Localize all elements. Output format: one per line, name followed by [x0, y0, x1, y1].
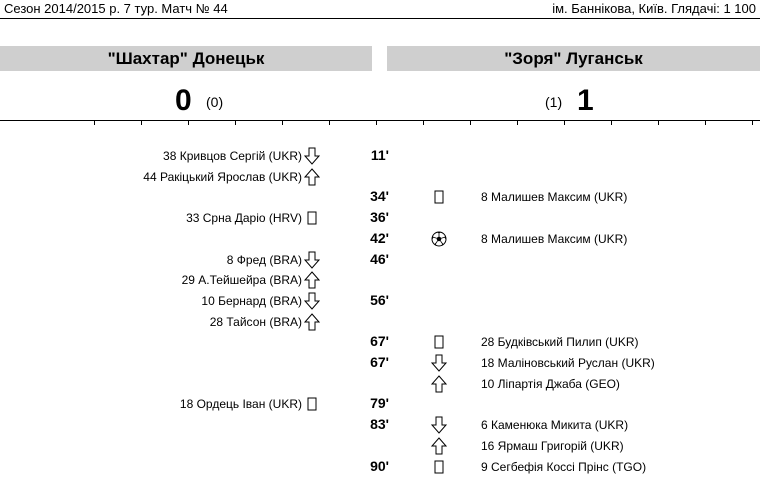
event-row — [0, 229, 760, 249]
divider-tick — [611, 120, 612, 125]
away-player-name: 8 Малишев Максим (UKR) — [481, 231, 628, 246]
home-player-name: 28 Тайсон (BRA) — [209, 314, 302, 329]
substitution-out-icon — [304, 147, 320, 165]
event-minute: 46' — [370, 250, 389, 267]
yellow-card-icon — [304, 209, 320, 227]
event-row — [0, 291, 760, 311]
divider-tick — [141, 120, 142, 125]
divider-tick — [282, 120, 283, 125]
event-row — [0, 332, 760, 352]
divider-tick — [470, 120, 471, 125]
event-row — [0, 208, 760, 228]
yellow-card-icon — [431, 188, 447, 206]
event-minute: 42' — [370, 229, 389, 246]
divider-tick — [705, 120, 706, 125]
divider-tick — [235, 120, 236, 125]
divider-tick — [376, 120, 377, 125]
substitution-in-icon — [431, 375, 447, 393]
season-info: Сезон 2014/2015 р. 7 тур. Матч № 44 — [4, 1, 228, 16]
substitution-in-icon — [304, 168, 320, 186]
event-minute: 90' — [370, 457, 389, 474]
event-row — [0, 167, 760, 187]
home-team-name: "Шахтар" Донецьк — [0, 46, 372, 71]
substitution-out-icon — [431, 416, 447, 434]
yellow-card-icon — [431, 333, 447, 351]
home-player-name: 44 Ракіцький Ярослав (UKR) — [143, 169, 302, 184]
away-player-name: 8 Малишев Максим (UKR) — [481, 190, 628, 205]
substitution-out-icon — [304, 292, 320, 310]
away-score: 1 — [577, 84, 594, 117]
divider-line — [0, 120, 760, 121]
event-row — [0, 353, 760, 373]
away-halftime-score: (1) — [545, 94, 563, 110]
substitution-in-icon — [304, 313, 320, 331]
divider-tick — [423, 120, 424, 125]
venue-info: ім. Баннікова, Київ. Глядачі: 1 100 — [552, 1, 756, 16]
event-minute: 79' — [370, 395, 389, 412]
home-player-name: 29 А.Тейшейра (BRA) — [181, 273, 302, 288]
divider-tick — [188, 120, 189, 125]
home-player-name: 38 Кривцов Сергій (UKR) — [163, 149, 302, 163]
away-player-name: 10 Ліпартія Джаба (GEO) — [481, 376, 620, 391]
home-player-name: 18 Ордець Іван (UKR) — [179, 397, 302, 412]
event-row — [0, 312, 760, 332]
home-score: 0 — [175, 84, 192, 117]
event-row — [0, 457, 760, 477]
home-player-name: 8 Фред (BRA) — [226, 252, 302, 267]
event-row — [0, 374, 760, 394]
event-row — [0, 187, 760, 207]
away-player-name: 28 Будківський Пилип (UKR) — [481, 335, 639, 350]
event-minute: 34' — [370, 188, 389, 205]
event-minute: 36' — [370, 209, 389, 226]
substitution-in-icon — [431, 437, 447, 455]
divider-tick — [564, 120, 565, 125]
away-player-name: 16 Ярмаш Григорій (UKR) — [481, 438, 624, 453]
divider-tick — [658, 120, 659, 125]
divider-tick — [94, 120, 95, 125]
event-row — [0, 250, 760, 270]
event-row — [0, 436, 760, 456]
event-minute: 56' — [370, 291, 389, 308]
away-player-name: 9 Сегбефія Коссі Прінс (TGO) — [481, 459, 647, 474]
yellow-card-icon — [431, 458, 447, 476]
home-halftime-score: (0) — [206, 94, 224, 110]
yellow-card-icon — [304, 395, 320, 413]
event-row — [0, 146, 760, 166]
event-minute: 67' — [370, 333, 389, 350]
substitution-out-icon — [304, 251, 320, 269]
event-minute: 83' — [370, 416, 389, 433]
event-minute: 11' — [370, 147, 389, 163]
home-player-name: 33 Срна Даріо (HRV) — [186, 211, 302, 226]
event-row — [0, 394, 760, 414]
divider-tick — [517, 120, 518, 125]
substitution-in-icon — [304, 271, 320, 289]
away-player-name: 18 Маліновський Руслан (UKR) — [481, 356, 655, 370]
divider-tick — [752, 120, 753, 125]
away-team-name: "Зоря" Луганськ — [387, 46, 760, 71]
divider-tick — [329, 120, 330, 125]
home-player-name: 10 Бернард (BRA) — [201, 293, 302, 308]
match-header — [0, 0, 760, 19]
event-row — [0, 270, 760, 290]
event-row — [0, 415, 760, 435]
substitution-out-icon — [431, 354, 447, 372]
event-minute: 67' — [370, 354, 389, 370]
soccer-ball-icon — [431, 230, 447, 248]
away-player-name: 6 Каменюка Микита (UKR) — [481, 418, 629, 433]
